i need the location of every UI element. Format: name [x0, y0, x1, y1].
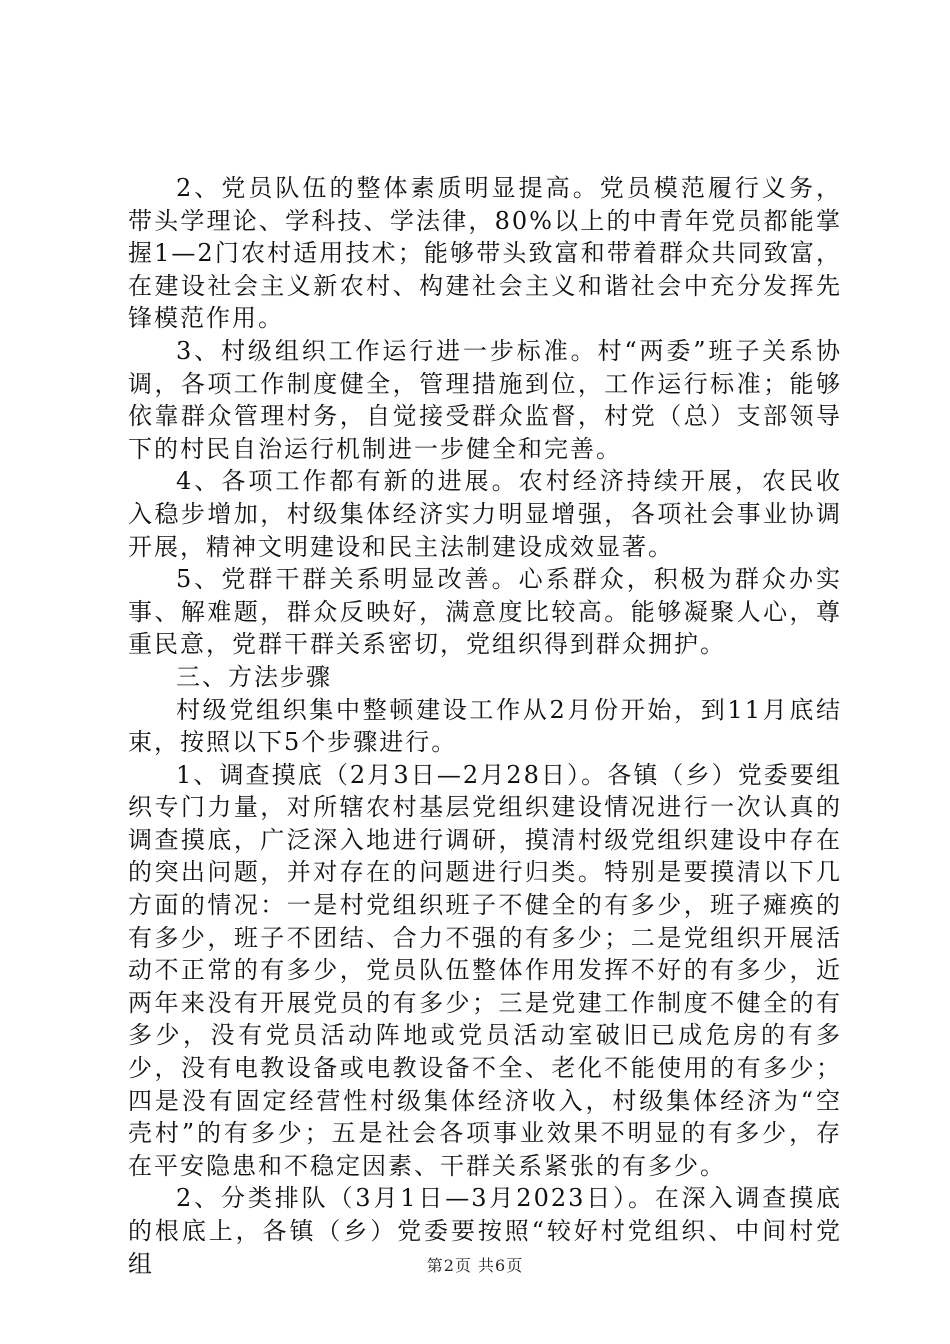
paragraph-party-mass-relations: 5、党群干群关系明显改善。心系群众，积极为群众办实事、解难题，群众反映好，满意度比较高。能够凝聚人心，尊重民意，党群干群关系密切，党组织得到群众拥护。 — [128, 565, 842, 659]
paragraph-party-member-quality: 2、党员队伍的整体素质明显提高。党员模范履行义务，带头学理论、学科技、学法律，80%以上的中青年党员都能掌握1—2门农村适用技术；能够带头致富和带着群众共同致富，在建设社会主义新农村、构建社会主义和谐社会中充分发挥先锋模范作用。 — [128, 174, 842, 333]
paragraph-step-2: 2、分类排队（3月1日—3月2023日）。在深入调查摸底的根底上，各镇（乡）党委要按照“较好村党组织、中间村党组 — [128, 1184, 842, 1278]
page-footer: 第2页 共6页 — [426, 1256, 524, 1275]
paragraph-village-organization: 3、村级组织工作运行进一步标准。村“两委”班子关系协调，各项工作制度健全，管理措施到位，工作运行标准；能够依靠群众管理村务，自觉接受群众监督，村党（总）支部领导下的村民自治运行机制进一步健全和完善。 — [128, 336, 842, 463]
paragraph-work-progress: 4、各项工作都有新的进展。农村经济持续开展，农民收入稳步增加，村级集体经济实力明显增强，各项社会事业协调开展，精神文明建设和民主法制建设成效显著。 — [128, 467, 842, 561]
paragraph-intro: 村级党组织集中整顿建设工作从2月份开始，到11月底结束，按照以下5个步骤进行。 — [128, 695, 842, 757]
section-heading: 三、方法步骤 — [176, 662, 332, 691]
document-body — [128, 172, 842, 1280]
paragraph-step-1: 1、调查摸底（2月3日—2月28日）。各镇（乡）党委要组织专门力量，对所辖农村基层党组织建设情况进行一次认真的调查摸底，广泛深入地进行调研，摸清村级党组织建设中存在的突出问题，并对存在的问题进行归类。特别是要摸清以下几方面的情况：一是村党组织班子不健全的有多少，班子瘫痪的有多少，班子不团结、合力不强的有多少；二是党组织开展活动不正常的有多少，党员队伍整体作用发挥不好的有多少，近两年来没有开展党员的有多少；三是党建工作制度不健全的有多少，没有党员活动阵地或党员活动室破旧已成危房的有多少，没有电教设备或电教设备不全、老化不能使用的有多少；四是没有固定经营性村级集体经济收入，村级集体经济为“空壳村”的有多少；五是社会各项事业效果不明显的有多少，存在平安隐患和不稳定因素、干群关系紧张的有多少。 — [128, 760, 842, 1180]
